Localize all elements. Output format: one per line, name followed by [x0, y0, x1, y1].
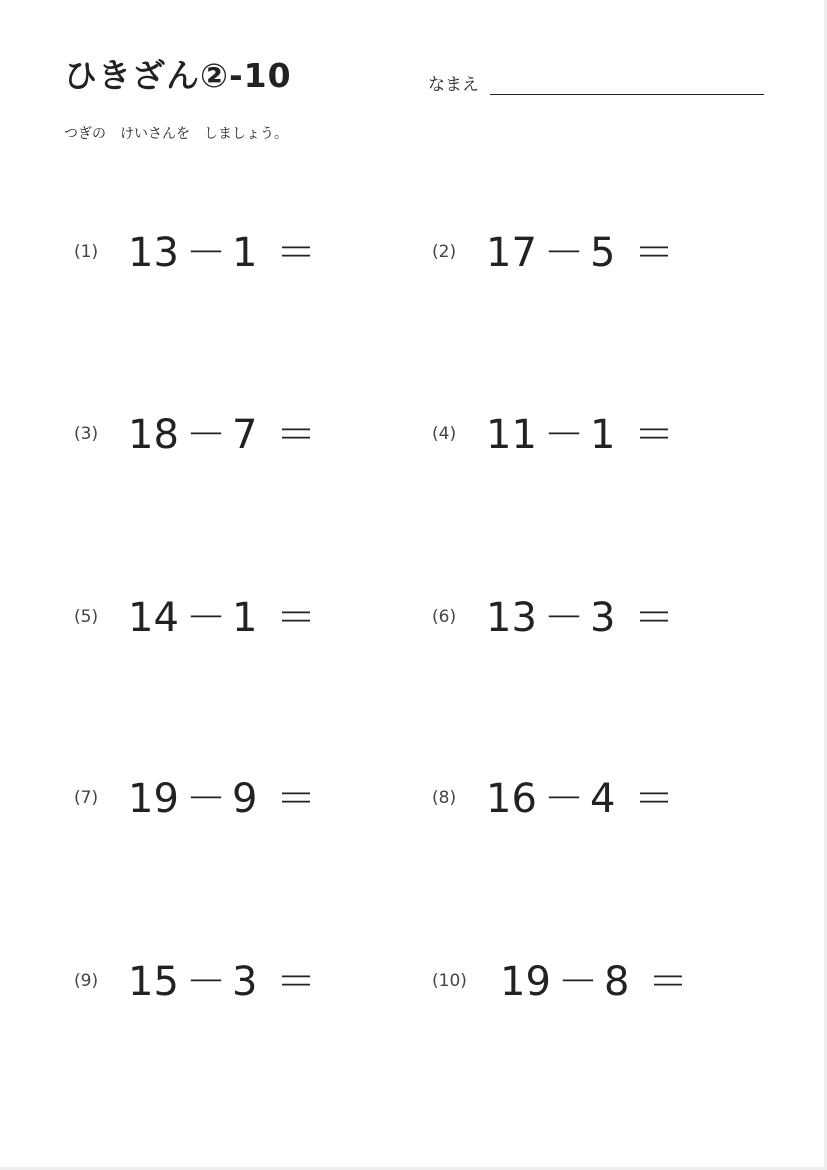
equals-sign: ＝: [276, 776, 316, 822]
problem-1: [74, 228, 434, 278]
subtrahend: 5: [590, 230, 616, 276]
equals-sign: ＝: [634, 230, 674, 276]
equals-sign: ＝: [634, 412, 674, 458]
minus-sign: －: [186, 412, 226, 458]
equals-sign: ＝: [276, 412, 316, 458]
subtrahend: 3: [590, 595, 616, 641]
problem-10: [432, 957, 792, 1007]
minus-sign: －: [186, 595, 226, 641]
minuend: 14: [128, 595, 179, 641]
problem-number: (9): [74, 971, 99, 991]
problem-number: (4): [432, 424, 457, 444]
equals-sign: ＝: [648, 959, 688, 1005]
minuend: 13: [128, 230, 179, 276]
problem-2: [432, 228, 792, 278]
instruction-text: つぎの けいさんを しましょう。: [64, 126, 288, 142]
minus-sign: －: [544, 230, 584, 276]
equals-sign: ＝: [634, 776, 674, 822]
minuend: 11: [486, 412, 537, 458]
subtrahend: 9: [232, 776, 258, 822]
equals-sign: ＝: [276, 230, 316, 276]
problem-9: [74, 957, 434, 1007]
minus-sign: －: [558, 959, 598, 1005]
problem-number: (8): [432, 788, 457, 808]
problem-number: (7): [74, 788, 99, 808]
name-label: なまえ: [428, 75, 479, 95]
problem-number: (3): [74, 424, 99, 444]
minus-sign: －: [544, 412, 584, 458]
subtrahend: 3: [232, 959, 258, 1005]
minuend: 19: [128, 776, 179, 822]
minus-sign: －: [186, 776, 226, 822]
subtrahend: 1: [232, 230, 258, 276]
minus-sign: －: [544, 595, 584, 641]
problem-5: [74, 593, 434, 643]
problem-6: [432, 593, 792, 643]
equals-sign: ＝: [276, 959, 316, 1005]
name-field-line[interactable]: [490, 94, 764, 95]
problem-3: [74, 410, 434, 460]
subtrahend: 4: [590, 776, 616, 822]
problem-8: [432, 774, 792, 824]
problem-number: (2): [432, 242, 457, 262]
problem-4: [432, 410, 792, 460]
minuend: 19: [500, 959, 551, 1005]
problem-number: (10): [432, 971, 467, 991]
subtrahend: 7: [232, 412, 258, 458]
minus-sign: －: [186, 230, 226, 276]
minuend: 18: [128, 412, 179, 458]
minus-sign: －: [186, 959, 226, 1005]
minuend: 16: [486, 776, 537, 822]
problem-number: (6): [432, 607, 457, 627]
subtrahend: 1: [232, 595, 258, 641]
subtrahend: 8: [604, 959, 630, 1005]
minus-sign: －: [544, 776, 584, 822]
minuend: 13: [486, 595, 537, 641]
page-title: ひきざん②-10: [64, 56, 292, 95]
minuend: 15: [128, 959, 179, 1005]
minuend: 17: [486, 230, 537, 276]
problem-number: (5): [74, 607, 99, 627]
problem-number: (1): [74, 242, 99, 262]
subtrahend: 1: [590, 412, 616, 458]
equals-sign: ＝: [634, 595, 674, 641]
problem-7: [74, 774, 434, 824]
equals-sign: ＝: [276, 595, 316, 641]
